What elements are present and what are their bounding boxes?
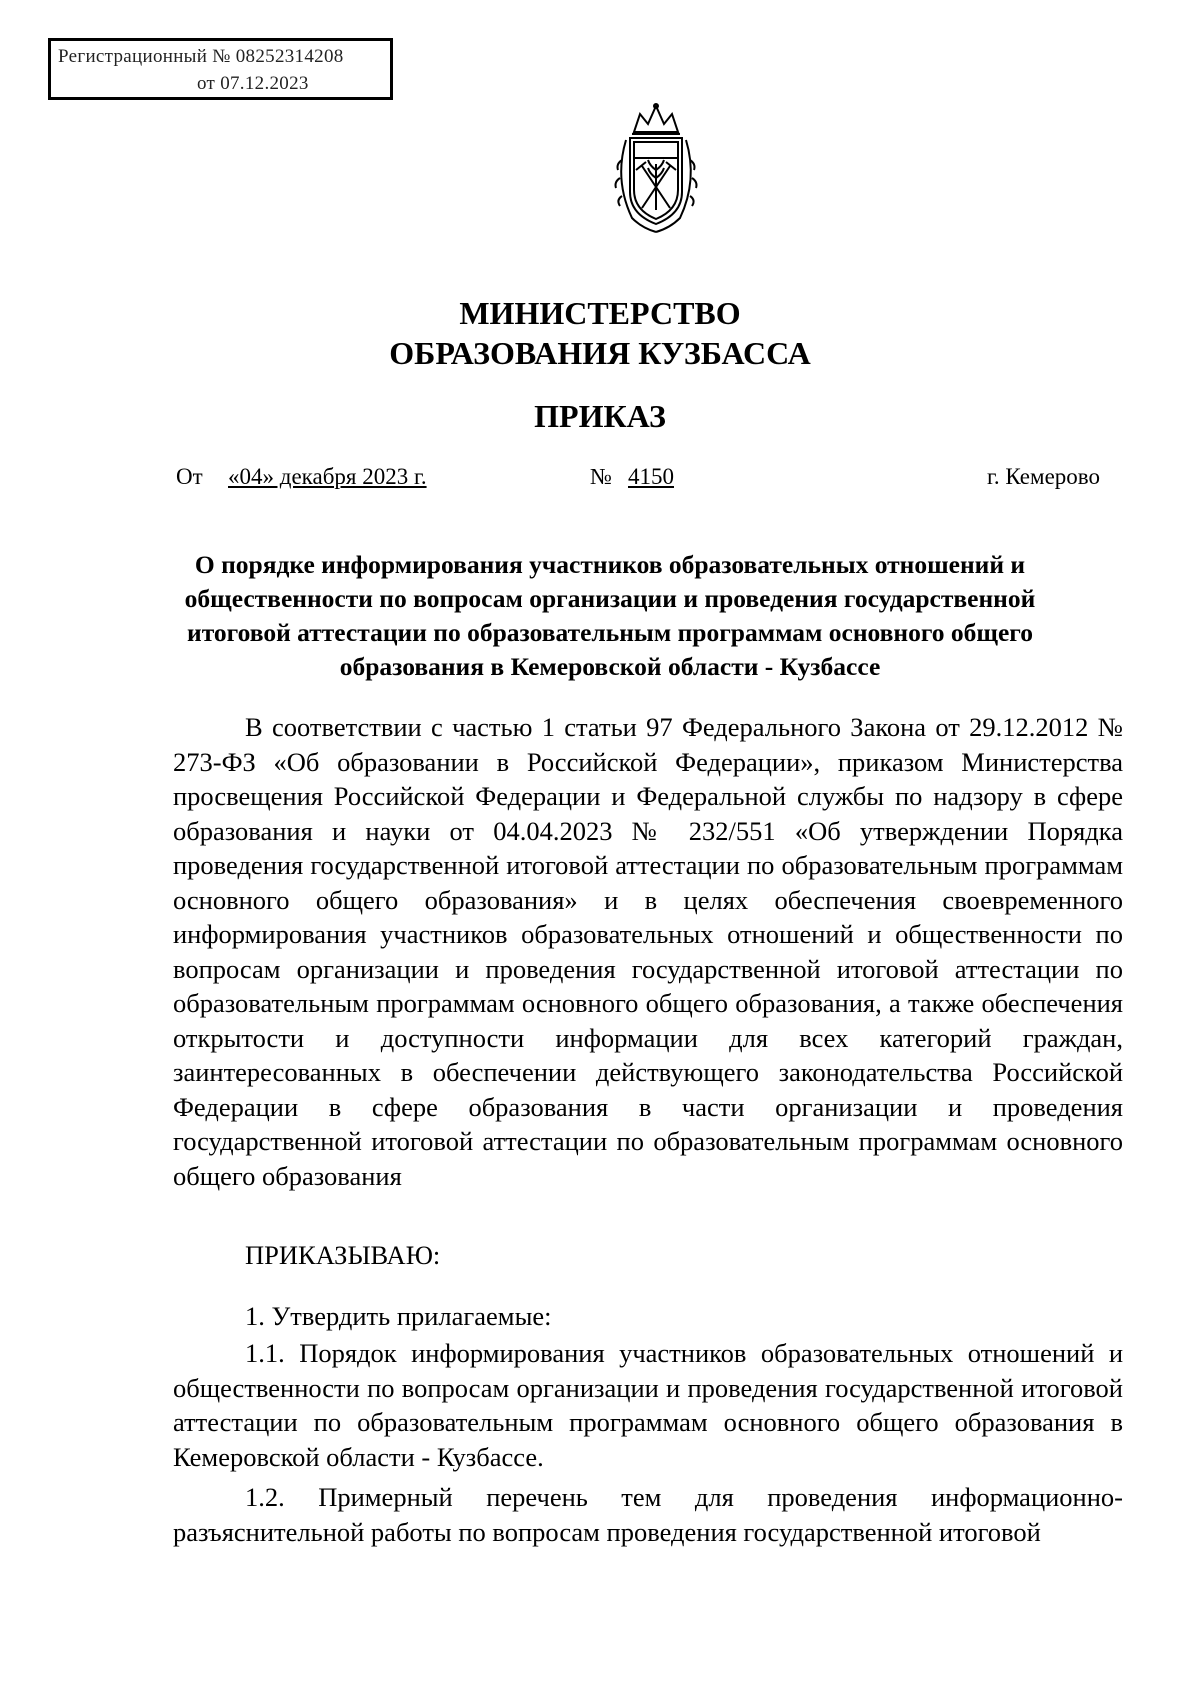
from-label: От bbox=[176, 464, 203, 489]
ministry-name-line2: ОБРАЗОВАНИЯ КУЗБАССА bbox=[389, 335, 811, 371]
ministry-name-line1: МИНИСТЕРСТВО bbox=[459, 295, 741, 331]
document-title: О порядке информирования участников образовательных отношений и общественности по вопросам организации и проведения государственной итоговой аттестации по образовательным программам основного общего образования в Кемеровской области - Кузбассе bbox=[184, 550, 1036, 681]
registration-stamp bbox=[48, 38, 393, 100]
item-1: 1. Утвердить прилагаемые: bbox=[245, 1301, 552, 1331]
order-date: «04» декабря 2023 г. bbox=[228, 464, 427, 489]
decree-word: ПРИКАЗЫВАЮ: bbox=[245, 1240, 441, 1270]
kuzbass-coat-of-arms-icon bbox=[596, 100, 716, 240]
registration-date: от 07.12.2023 bbox=[197, 73, 309, 94]
city: г. Кемерово bbox=[987, 464, 1100, 489]
preamble-paragraph: В соответствии с частью 1 статьи 97 Федерального Закона от 29.12.2012 № 273-ФЗ «Об образовании в Российской Федерации», приказом Министерства просвещения Российской Федерации и Федеральной службы по надзору в сфере образования и науки от 04.04.2023 № 232/551 «Об утверждении Порядка проведения государственной итоговой аттестации по образовательным программам основного общего образования» и в целях обеспечения своевременного информирования участников образовательных отношений и общественности по вопросам организации и проведения государственной итоговой аттестации по образовательным программам основного общего образования, а также обеспечения открытости и доступности информации для всех категорий граждан, заинтересованных в обеспечении действующего законодательства Российской Федерации в сфере образования в части организации и проведения государственной итоговой аттестации по образовательным программам основного общего образования bbox=[173, 712, 1123, 1191]
number-label: № bbox=[590, 464, 612, 489]
document-type: ПРИКАЗ bbox=[534, 398, 666, 434]
registration-number: Регистрационный № 08252314208 bbox=[58, 46, 344, 67]
item-1-1: 1.1. Порядок информирования участников образовательных отношений и общественности по вопросам организации и проведения государственной итоговой аттестации по образовательным программам основного общего образования в Кемеровской области - Кузбассе. bbox=[173, 1338, 1123, 1472]
item-1-2: 1.2. Примерный перечень тем для проведения информационно-разъяснительной работы по вопросам проведения государственной итоговой bbox=[173, 1482, 1123, 1547]
order-number: 4150 bbox=[628, 464, 674, 489]
